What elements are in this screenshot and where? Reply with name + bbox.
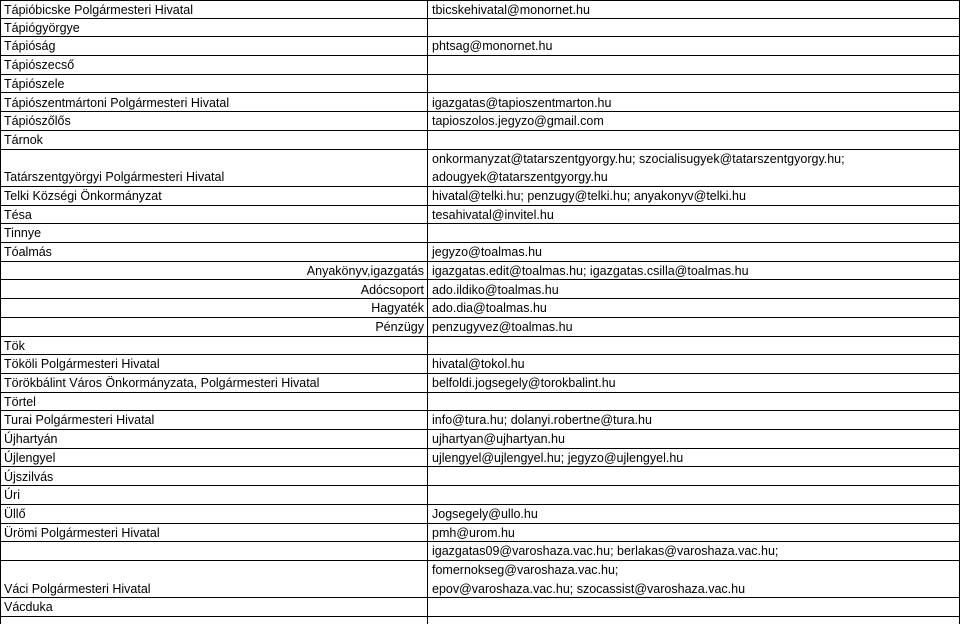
table-row bbox=[0, 486, 960, 505]
municipality-name: Tápiószele bbox=[4, 76, 65, 91]
table-row bbox=[0, 37, 960, 56]
email-text-continued: adougyek@tatarszentgyorgy.hu bbox=[432, 170, 608, 185]
municipality-name: Turai Polgármesteri Hivatal bbox=[4, 413, 155, 428]
email-text: tapioszolos.jegyzo@gmail.com bbox=[432, 114, 604, 129]
table-row bbox=[0, 112, 960, 131]
municipality-name: Újlengyel bbox=[4, 450, 56, 465]
table-row bbox=[0, 430, 960, 449]
email-text-continued: epov@varoshaza.vac.hu; szocassist@varoshaza.vac.hu bbox=[432, 581, 746, 596]
municipality-name: Tésa bbox=[4, 207, 32, 222]
email-cell bbox=[432, 187, 956, 206]
table-row bbox=[0, 224, 960, 243]
table-row bbox=[0, 449, 960, 468]
table-left-border bbox=[0, 0, 1, 624]
municipality-name: Tápiószőlős bbox=[4, 114, 71, 129]
table-row bbox=[0, 299, 960, 318]
email-cell bbox=[432, 112, 956, 131]
email-text: igazgatas.edit@toalmas.hu; igazgatas.csilla@toalmas.hu bbox=[432, 263, 749, 278]
email-text: tbicskehivatal@monornet.hu bbox=[432, 3, 590, 17]
email-cell bbox=[432, 1, 956, 20]
email-text: onkormanyzat@tatarszentgyorgy.hu; szocialisugyek@tatarszentgyorgy.hu; bbox=[432, 151, 845, 166]
table-row bbox=[0, 150, 960, 187]
table-row bbox=[0, 393, 960, 412]
email-text: hivatal@telki.hu; penzugy@telki.hu; anyakonyv@telki.hu bbox=[432, 189, 746, 203]
table-row bbox=[0, 131, 960, 150]
table-row bbox=[0, 542, 960, 561]
municipality-name: Adócsoport bbox=[360, 282, 424, 297]
email-cell bbox=[432, 411, 956, 430]
email-text: jegyzo@toalmas.hu bbox=[432, 245, 542, 260]
email-cell bbox=[432, 430, 956, 449]
table-row bbox=[0, 206, 960, 225]
email-cell bbox=[432, 299, 956, 318]
email-cell bbox=[432, 94, 956, 113]
table-row bbox=[0, 19, 960, 38]
municipality-name: Úri bbox=[4, 488, 20, 503]
email-text: ado.ildiko@toalmas.hu bbox=[432, 282, 559, 297]
table-row bbox=[0, 505, 960, 524]
table-row bbox=[0, 411, 960, 430]
table-row bbox=[0, 561, 960, 598]
table-row bbox=[0, 243, 960, 262]
municipality-name: Törökbálint Város Önkormányzata, Polgármesteri Hivatal bbox=[4, 376, 320, 390]
municipality-name: Hagyaték bbox=[371, 301, 424, 316]
table-row bbox=[0, 524, 960, 543]
table-row bbox=[0, 56, 960, 75]
email-text: igazgatas@tapioszentmarton.hu bbox=[432, 95, 612, 110]
email-cell bbox=[432, 505, 956, 524]
column-divider bbox=[427, 0, 428, 624]
municipality-name: Tápiószecső bbox=[4, 58, 75, 73]
municipality-name: Vácduka bbox=[4, 600, 53, 615]
email-cell bbox=[432, 542, 956, 561]
email-text: ujlengyel@ujlengyel.hu; jegyzo@ujlengyel.hu bbox=[432, 450, 684, 465]
table-row bbox=[0, 355, 960, 374]
municipality-name: Ürömi Polgármesteri Hivatal bbox=[4, 525, 160, 540]
municipality-name: Tápióbicske Polgármesteri Hivatal bbox=[4, 3, 193, 17]
municipality-name: Pénzügy bbox=[375, 319, 424, 334]
email-text: ujhartyan@ujhartyan.hu bbox=[432, 432, 565, 447]
table-row bbox=[0, 75, 960, 94]
municipality-name: Tárnok bbox=[4, 132, 43, 147]
municipality-name: Újszilvás bbox=[4, 469, 54, 484]
table-row bbox=[0, 374, 960, 393]
table-row bbox=[0, 468, 960, 487]
email-text: info@tura.hu; dolanyi.robertne@tura.hu bbox=[432, 413, 652, 428]
email-cell bbox=[432, 449, 956, 468]
table-row bbox=[0, 337, 960, 356]
municipality-name: Tóalmás bbox=[4, 245, 52, 260]
municipality-name: Törtel bbox=[4, 394, 36, 409]
email-cell bbox=[432, 262, 956, 281]
table-row bbox=[0, 598, 960, 617]
email-text: tesahivatal@invitel.hu bbox=[432, 207, 554, 222]
email-cell bbox=[432, 281, 956, 300]
email-text: fomernokseg@varoshaza.vac.hu; bbox=[432, 563, 619, 577]
email-cell bbox=[432, 318, 956, 337]
email-text: belfoldi.jogsegely@torokbalint.hu bbox=[432, 376, 616, 390]
email-text: pmh@urom.hu bbox=[432, 525, 515, 540]
email-text: ado.dia@toalmas.hu bbox=[432, 301, 547, 316]
table-row bbox=[0, 94, 960, 113]
municipality-name: Tököli Polgármesteri Hivatal bbox=[4, 357, 160, 372]
municipality-name: Tinnye bbox=[4, 226, 42, 241]
municipality-name: Telki Községi Önkormányzat bbox=[4, 189, 162, 203]
email-cell bbox=[432, 206, 956, 225]
email-text: phtsag@monornet.hu bbox=[432, 39, 553, 54]
municipality-name: Tápióság bbox=[4, 39, 56, 54]
email-cell bbox=[432, 37, 956, 56]
table-row bbox=[0, 0, 960, 19]
email-text: Jogsegely@ullo.hu bbox=[432, 506, 538, 521]
email-text: igazgatas09@varoshaza.vac.hu; berlakas@varoshaza.vac.hu; bbox=[432, 544, 779, 559]
email-text: penzugyvez@toalmas.hu bbox=[432, 319, 573, 334]
table-row bbox=[0, 281, 960, 300]
email-cell bbox=[432, 243, 956, 262]
email-cell bbox=[432, 355, 956, 374]
table-row bbox=[0, 262, 960, 281]
municipality-name: Anyakönyv,igazgatás bbox=[306, 263, 424, 278]
email-cell bbox=[432, 561, 956, 598]
municipality-name: Váci Polgármesteri Hivatal bbox=[4, 581, 151, 596]
table-row bbox=[0, 187, 960, 206]
email-text: hivatal@tokol.hu bbox=[432, 357, 525, 372]
municipality-name: Tápiószentmártoni Polgármesteri Hivatal bbox=[4, 95, 230, 110]
table-row bbox=[0, 318, 960, 337]
email-cell bbox=[432, 524, 956, 543]
municipality-name: Tök bbox=[4, 338, 25, 353]
municipality-name: Újhartyán bbox=[4, 432, 58, 447]
email-cell bbox=[432, 374, 956, 393]
email-cell bbox=[432, 150, 956, 187]
municipality-name: Üllő bbox=[4, 506, 26, 521]
municipality-name: Tápiógyörgye bbox=[4, 20, 80, 35]
municipality-name: Tatárszentgyörgyi Polgármesteri Hivatal bbox=[4, 170, 225, 185]
